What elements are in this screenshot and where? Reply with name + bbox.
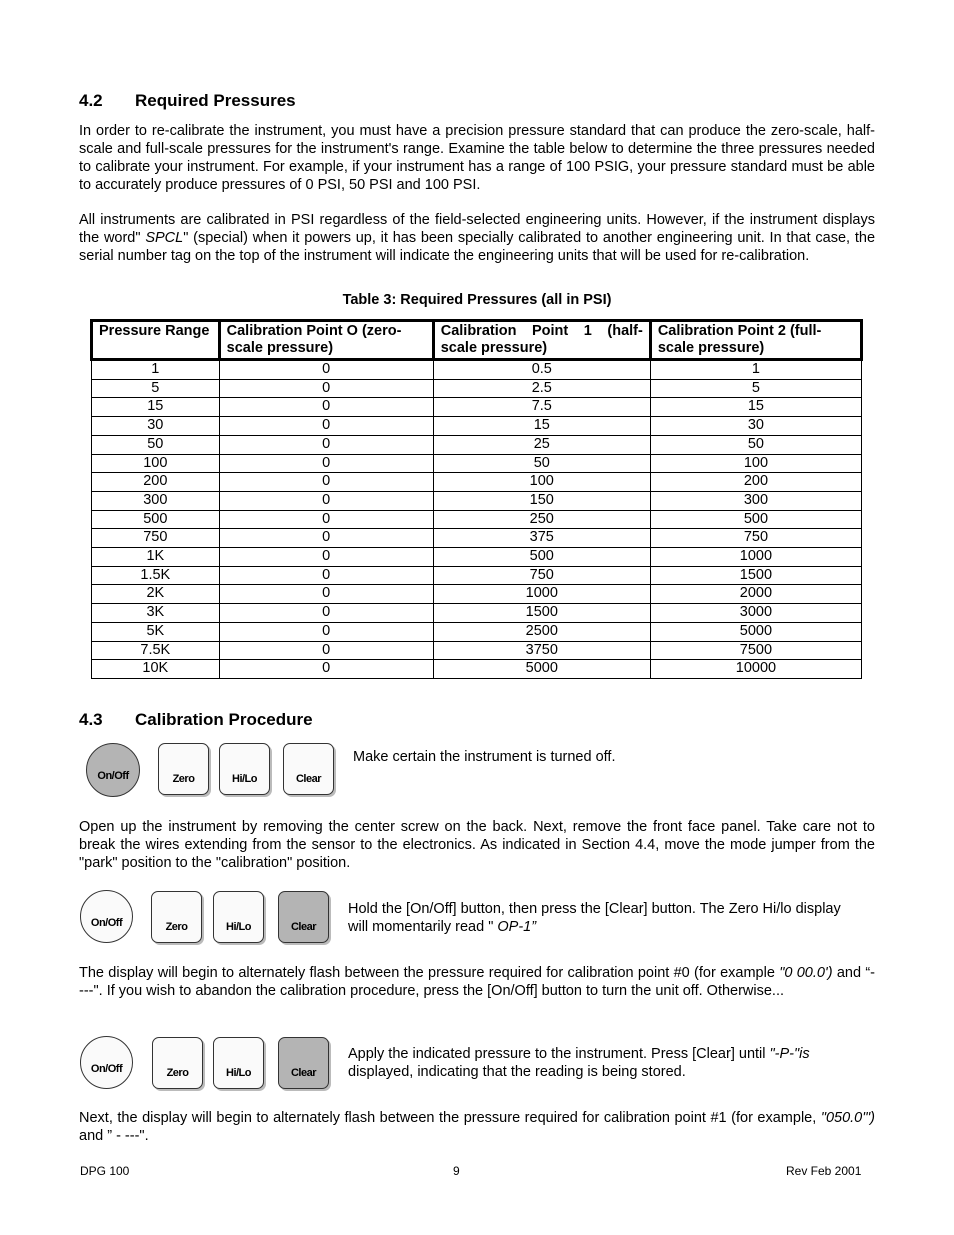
clear-button[interactable]	[283, 743, 334, 795]
table-row	[92, 529, 862, 548]
text-run: displayed, indicating that the reading is being stored.	[348, 1064, 686, 1080]
table-cell: 2000	[650, 585, 861, 604]
button-label: Hi/Lo	[226, 921, 251, 933]
table-cell: 100	[650, 454, 861, 473]
table-cell: 0	[219, 491, 433, 510]
table-cell: 150	[433, 491, 650, 510]
table-row	[92, 622, 862, 641]
table-cell: 3000	[650, 604, 861, 623]
table-header-row	[92, 321, 862, 360]
table-cell: 0	[219, 660, 433, 679]
footer-revision: Rev Feb 2001	[786, 1164, 862, 1178]
paragraph-open-instrument: Open up the instrument by removing the center screw on the back. Next, remove the front face panel. Take care not to break the wires extending from the sensor to the electronics. As indicated in Section 4.4, move the mode jumper from the "park" position to the "calibration" position.	[79, 819, 875, 871]
table-row	[92, 641, 862, 660]
table-cell: 300	[650, 491, 861, 510]
button-label: Hi/Lo	[226, 1067, 251, 1079]
table-cell: 50	[92, 435, 220, 454]
table-cell: 2.5	[433, 379, 650, 398]
table-cell: 15	[92, 398, 220, 417]
hi-lo-button[interactable]	[213, 891, 264, 943]
table-row	[92, 585, 862, 604]
table-row	[92, 491, 862, 510]
step-3-text	[348, 1045, 858, 1081]
table-cell: 500	[92, 510, 220, 529]
on-off-button[interactable]	[80, 890, 133, 943]
table-cell: 300	[92, 491, 220, 510]
zero-button[interactable]	[158, 743, 209, 795]
table-cell: 3K	[92, 604, 220, 623]
table-cell: 10000	[650, 660, 861, 679]
table-cell: 375	[433, 529, 650, 548]
section-heading-4-3	[79, 710, 313, 730]
table-cell: 30	[650, 417, 861, 436]
pressure-table	[90, 319, 863, 679]
table-cell: 750	[92, 529, 220, 548]
table-cell: 5K	[92, 622, 220, 641]
table-cell: 25	[433, 435, 650, 454]
italic-run: OP-1”	[497, 919, 537, 935]
hi-lo-button[interactable]	[219, 743, 270, 795]
button-label: On/Off	[90, 1062, 123, 1075]
text-run: The display will begin to alternately flash between the pressure required for calibration point #0 (for example	[79, 965, 780, 981]
table-row	[92, 435, 862, 454]
step-2-text	[348, 900, 858, 936]
text-run: Hold the [On/Off] button, then press the [Clear] button. The Zero Hi/lo display will momentarily read "	[348, 901, 841, 935]
table-cell: 750	[433, 566, 650, 585]
section-number: 4.2	[79, 91, 103, 110]
text-run: and “- ---". If you wish to abandon the calibration procedure, press the [On/Off] button to turn the unit off. Otherwise...	[79, 965, 875, 999]
italic-run: "-P-"is	[769, 1046, 810, 1062]
table-row	[92, 660, 862, 679]
table-cell: 0	[219, 604, 433, 623]
button-label: Zero	[172, 773, 195, 785]
italic-run: "0 00.0')	[779, 965, 833, 981]
table-cell: 3750	[433, 641, 650, 660]
button-label: Clear	[290, 921, 317, 933]
on-off-button[interactable]	[86, 743, 140, 797]
table-cell: 0	[219, 379, 433, 398]
table-row	[92, 510, 862, 529]
paragraph-flash-point-0	[79, 964, 875, 1000]
table-cell: 2500	[433, 622, 650, 641]
table-caption: Table 3: Required Pressures (all in PSI)	[342, 292, 612, 308]
button-label: Clear	[295, 773, 322, 785]
table-header-cell: Calibration Point 1 (half-scale pressure)	[433, 321, 650, 360]
section-heading-4-2	[79, 91, 296, 111]
table-row	[92, 604, 862, 623]
hi-lo-button[interactable]	[213, 1037, 264, 1089]
table-cell: 0	[219, 548, 433, 567]
text-run: " (special) when it powers up, it has been specially calibrated to another engineering unit. In that case, the serial number tag on the top of the instrument will indicate the engineering units that will be used for re-calibration.	[79, 230, 876, 264]
table-cell: 1500	[650, 566, 861, 585]
table-cell: 0	[219, 585, 433, 604]
button-label: On/Off	[97, 770, 129, 782]
zero-button[interactable]	[152, 1037, 203, 1089]
table-cell: 5	[92, 379, 220, 398]
table-cell: 500	[650, 510, 861, 529]
table-cell: 2K	[92, 585, 220, 604]
table-cell: 200	[92, 473, 220, 492]
table-cell: 1	[92, 360, 220, 380]
table-cell: 7500	[650, 641, 861, 660]
table-cell: 0	[219, 566, 433, 585]
italic-run: SPCL	[145, 230, 184, 246]
table-cell: 1K	[92, 548, 220, 567]
table-cell: 7.5	[433, 398, 650, 417]
table-row	[92, 398, 862, 417]
table-cell: 15	[650, 398, 861, 417]
text-run: Next, the display will begin to alternately flash between the pressure required for calibration point #1 (for example,	[79, 1110, 821, 1126]
button-label: Hi/Lo	[232, 773, 257, 785]
table-row	[92, 548, 862, 567]
table-cell: 1.5K	[92, 566, 220, 585]
table-cell: 0	[219, 398, 433, 417]
text-run: and ” - ---".	[79, 1128, 149, 1144]
on-off-button[interactable]	[80, 1036, 133, 1089]
table-cell: 15	[433, 417, 650, 436]
table-cell: 0	[219, 641, 433, 660]
table-cell: 0	[219, 622, 433, 641]
table-cell: 0	[219, 454, 433, 473]
table-cell: 0	[219, 473, 433, 492]
table-cell: 0	[219, 360, 433, 380]
table-cell: 0	[219, 529, 433, 548]
table-row	[92, 379, 862, 398]
table-cell: 50	[650, 435, 861, 454]
table-cell: 1	[650, 360, 861, 380]
paragraph-intro: In order to re-calibrate the instrument, you must have a precision pressure standard that can produce the zero-scale, half-scale and full-scale pressures for the instrument's range. Examine the table below to determine the three pressures needed to calibrate your instrument. For example, if your instrument has a range of 100 PSIG, your pressure standard must be able to accurately produce pressures of 0 PSI, 50 PSI and 100 PSI.	[79, 123, 875, 193]
table-cell: 0	[219, 417, 433, 436]
italic-run: "050.0'")	[820, 1110, 875, 1126]
table-cell: 100	[92, 454, 220, 473]
table-row	[92, 473, 862, 492]
section-title: Calibration Procedure	[135, 710, 313, 729]
table-cell: 1500	[433, 604, 650, 623]
table-cell: 30	[92, 417, 220, 436]
table-cell: 5000	[433, 660, 650, 679]
footer-page-number: 9	[453, 1164, 460, 1178]
table-cell: 500	[433, 548, 650, 567]
table-cell: 0.5	[433, 360, 650, 380]
table-cell: 10K	[92, 660, 220, 679]
text-run: All instruments are calibrated in PSI regardless of the field-selected engineering units. However, if the instrument displays the word"	[79, 212, 875, 246]
table-cell: 1000	[650, 548, 861, 567]
button-label: Zero	[166, 1067, 189, 1079]
table-cell: 750	[650, 529, 861, 548]
table-cell: 50	[433, 454, 650, 473]
table-row	[92, 566, 862, 585]
table-cell: 5	[650, 379, 861, 398]
table-row	[92, 454, 862, 473]
table-header-cell: Calibration Point O (zero-scale pressure)	[219, 321, 433, 360]
table-row	[92, 360, 862, 380]
button-label: Clear	[290, 1067, 317, 1079]
table-cell: 7.5K	[92, 641, 220, 660]
table-cell: 1000	[433, 585, 650, 604]
table-cell: 200	[650, 473, 861, 492]
clear-button[interactable]	[278, 1037, 329, 1089]
clear-button[interactable]	[278, 891, 329, 943]
table-cell: 100	[433, 473, 650, 492]
paragraph-units	[79, 211, 875, 265]
table-header-cell: Pressure Range	[92, 321, 220, 360]
paragraph-flash-point-1	[79, 1109, 875, 1145]
table-cell: 5000	[650, 622, 861, 641]
table-cell: 0	[219, 510, 433, 529]
button-label: On/Off	[90, 916, 123, 929]
table-cell: 250	[433, 510, 650, 529]
footer-doc-id: DPG 100	[80, 1164, 130, 1178]
section-number: 4.3	[79, 710, 103, 729]
table-cell: 0	[219, 435, 433, 454]
section-title: Required Pressures	[135, 91, 296, 110]
step-1-text: Make certain the instrument is turned off.	[353, 749, 616, 765]
zero-button[interactable]	[151, 891, 202, 943]
button-label: Zero	[165, 921, 188, 933]
text-run: Apply the indicated pressure to the instrument. Press [Clear] until	[348, 1046, 770, 1062]
table-header-cell: Calibration Point 2 (full-scale pressure)	[650, 321, 861, 360]
table-row	[92, 417, 862, 436]
